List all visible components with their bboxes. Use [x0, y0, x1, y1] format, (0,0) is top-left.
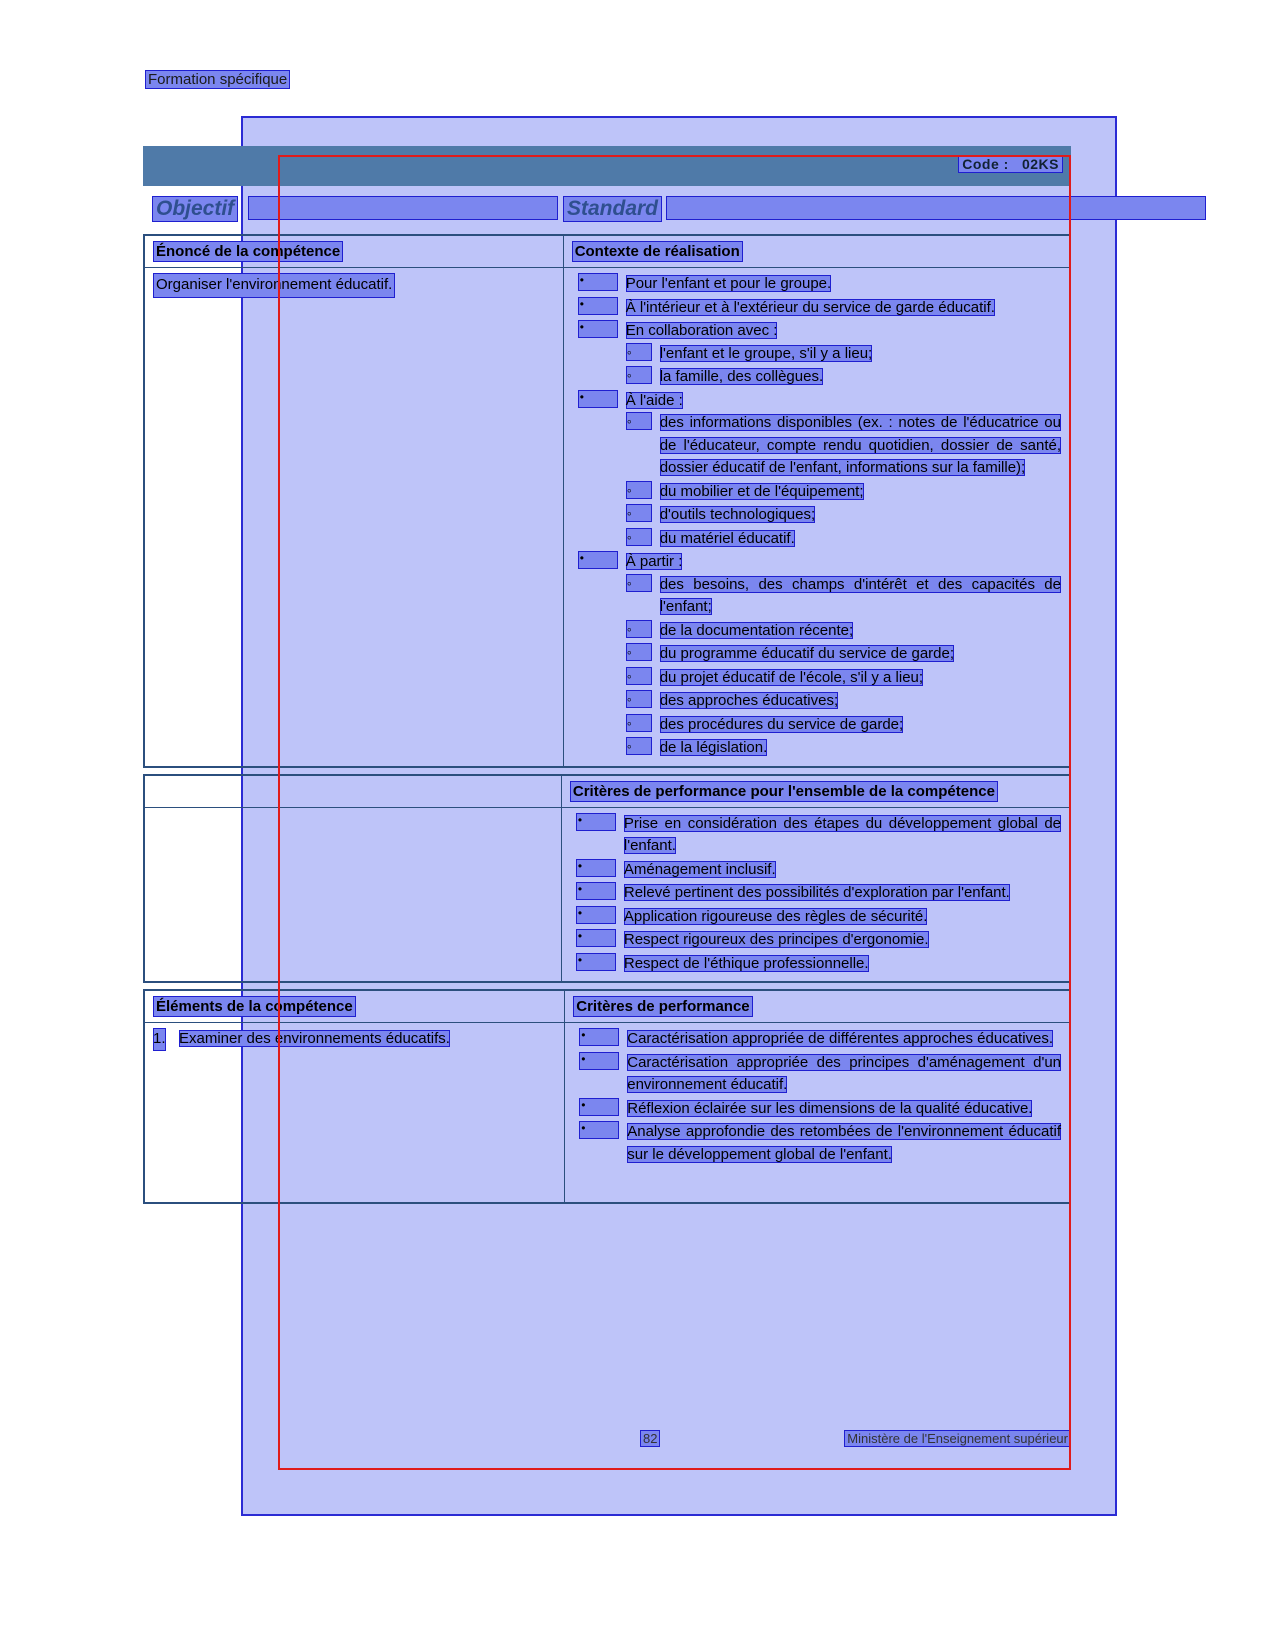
sub-bullet-icon [626, 366, 652, 384]
contexte-cell [563, 268, 1070, 767]
bullet-icon [578, 273, 618, 291]
sub-bullet-icon [626, 412, 652, 430]
sub-bullet-icon [626, 667, 652, 685]
criteres-header-cell [565, 990, 1070, 1023]
list-item [626, 481, 1061, 504]
sub-bullet-icon [626, 574, 652, 592]
elements-header: Éléments de la compétence [153, 996, 356, 1017]
list-item [626, 343, 1061, 366]
list-item-text: Analyse approfondie des retombées de l'environnement éducatif sur le développement global de l'enfant. [627, 1123, 1061, 1163]
element-label: Examiner des environnements éducatifs. [179, 1030, 450, 1047]
bullet-icon [576, 813, 616, 831]
list-item [626, 714, 1061, 737]
list-item [626, 412, 1061, 480]
bullet-icon [578, 551, 618, 569]
criteres-ensemble-header-row [144, 775, 1070, 808]
sub-bullet-icon [626, 714, 652, 732]
objectif-heading: Objectif [152, 196, 238, 222]
elements-header-row [144, 990, 1070, 1023]
list-item [570, 929, 1061, 952]
list-item [626, 366, 1061, 389]
table-row [144, 1023, 1070, 1204]
criteres-ensemble-table [143, 774, 1071, 984]
list-item [626, 737, 1061, 760]
objectif-standard-row [143, 186, 1071, 234]
contexte-sublist [626, 574, 1061, 760]
list-item-text: Caractérisation appropriée des principes d'aménagement d'un environnement éducatif. [627, 1053, 1061, 1093]
list-item-text: du mobilier et de l'équipement; [659, 482, 864, 500]
code-value: 02KS [1021, 156, 1059, 172]
sub-bullet-icon [626, 620, 652, 638]
contexte-header: Contexte de réalisation [572, 241, 743, 262]
contexte-sublist [626, 412, 1061, 550]
table-content-row [144, 268, 1070, 767]
list-item-text: d'outils technologiques; [659, 506, 816, 523]
list-item-text: À l'intérieur et à l'extérieur du service de garde éducatif. [625, 298, 995, 316]
list-item-text: Pour l'enfant et pour le groupe. [625, 275, 832, 292]
list-item-text: des procédures du service de garde; [659, 715, 904, 733]
list-item [570, 882, 1061, 905]
elements-header-cell [144, 990, 565, 1023]
sub-bullet-icon [626, 504, 652, 522]
list-item [573, 1028, 1061, 1051]
sub-bullet-icon [626, 737, 652, 755]
list-item-text: du projet éducatif de l'école, s'il y a lieu; [659, 668, 924, 686]
list-item-text: la famille, des collègues. [659, 368, 824, 385]
list-item-text: de la législation. [659, 739, 768, 756]
empty-cell [144, 807, 561, 982]
elements-table [143, 989, 1071, 1204]
list-item-text: Caractérisation appropriée de différentes approches éducatives. [627, 1030, 1054, 1047]
bullet-icon [576, 859, 616, 877]
bullet-icon [579, 1028, 619, 1046]
enonce-header: Énoncé de la compétence [153, 241, 343, 262]
empty-cell [144, 775, 561, 808]
code-label: Code : [962, 156, 1009, 172]
list-item-text: des approches éducatives; [659, 692, 839, 709]
element-cell [144, 1023, 565, 1204]
list-item [570, 906, 1061, 929]
objectif-fill [248, 196, 558, 220]
list-item [573, 1052, 1061, 1097]
list-item [572, 551, 1061, 760]
list-item-text: À partir : [625, 553, 683, 570]
list-item [572, 273, 1061, 296]
list-item [573, 1098, 1061, 1121]
contexte-list [572, 273, 1061, 760]
list-item-text: du matériel éducatif. [659, 529, 795, 547]
bullet-icon [578, 297, 618, 315]
list-item [626, 620, 1061, 643]
page-number: 82 [640, 1430, 660, 1447]
element-criteres-cell [565, 1023, 1070, 1204]
list-item-text: Prise en considération des étapes du développement global de l'enfant. [623, 814, 1061, 854]
list-item [572, 390, 1061, 551]
list-item-text: des informations disponibles (ex. : notes de l'éducatrice ou de l'éducateur, compte rendu quotidien, dossier de santé, dossier éducatif de l'enfant, informations sur la famille); [659, 414, 1061, 476]
bullet-icon [579, 1098, 619, 1116]
sub-bullet-icon [626, 643, 652, 661]
list-item-text: Aménagement inclusif. [623, 860, 776, 878]
element-item [153, 1028, 556, 1051]
bullet-icon [578, 320, 618, 338]
sub-bullet-icon [626, 528, 652, 546]
bullet-icon [576, 906, 616, 924]
standard-heading: Standard [563, 196, 662, 222]
criteres-ensemble-list [570, 813, 1061, 976]
running-header: Formation spécifique [145, 70, 290, 89]
list-item [570, 953, 1061, 976]
bullet-icon [576, 882, 616, 900]
criteres-ensemble-content-row [144, 807, 1070, 982]
contexte-header-cell [563, 235, 1070, 268]
list-item-text: Relevé pertinent des possibilités d'exploration par l'enfant. [623, 884, 1010, 901]
list-item-text: Application rigoureuse des règles de sécurité. [623, 907, 928, 925]
list-item-text: Respect rigoureux des principes d'ergonomie. [623, 931, 929, 948]
page-footer [143, 1430, 1071, 1452]
list-item-text: des besoins, des champs d'intérêt et des capacités de l'enfant; [659, 575, 1061, 615]
list-item [626, 690, 1061, 713]
list-item [626, 574, 1061, 619]
bullet-icon [576, 953, 616, 971]
element-number: 1. [153, 1028, 166, 1051]
list-item [570, 813, 1061, 858]
list-item-text: Respect de l'éthique professionnelle. [623, 954, 869, 972]
list-item-text: du programme éducatif du service de garde; [659, 645, 955, 662]
list-item [626, 643, 1061, 666]
list-item-text: À l'aide : [625, 391, 683, 409]
list-item [573, 1121, 1061, 1166]
criteres-header: Critères de performance [573, 996, 752, 1017]
list-item [626, 504, 1061, 527]
list-item-text: de la documentation récente; [659, 621, 854, 639]
element-criteres-list [573, 1028, 1061, 1166]
contexte-sublist [626, 343, 1061, 389]
list-item-text: l'enfant et le groupe, s'il y a lieu; [659, 344, 873, 362]
bullet-icon [576, 929, 616, 947]
list-item [626, 528, 1061, 551]
bullet-icon [579, 1121, 619, 1139]
criteres-ensemble-header: Critères de performance pour l'ensemble de la compétence [570, 781, 998, 802]
enonce-text: Organiser l'environnement éducatif. [153, 273, 395, 298]
sub-bullet-icon [626, 690, 652, 708]
list-item [626, 667, 1061, 690]
list-item [570, 859, 1061, 882]
standard-fill [666, 196, 1206, 220]
sub-bullet-icon [626, 343, 652, 361]
criteres-ensemble-cell [561, 807, 1070, 982]
enonce-header-cell [144, 235, 563, 268]
competence-code [958, 155, 1063, 173]
code-band [143, 146, 1071, 186]
list-item [572, 297, 1061, 320]
criteres-ensemble-header-cell [561, 775, 1070, 808]
list-item-text: Réflexion éclairée sur les dimensions de la qualité éducative. [627, 1099, 1033, 1117]
sub-bullet-icon [626, 481, 652, 499]
bullet-icon [579, 1052, 619, 1070]
ministry-label: Ministère de l'Enseignement supérieur [844, 1430, 1071, 1447]
list-item-text: En collaboration avec : [625, 322, 778, 339]
table-header-row [144, 235, 1070, 268]
competence-table [143, 234, 1071, 768]
bullet-icon [578, 390, 618, 408]
list-item [572, 320, 1061, 389]
document-body [143, 146, 1071, 1210]
enonce-cell [144, 268, 563, 767]
